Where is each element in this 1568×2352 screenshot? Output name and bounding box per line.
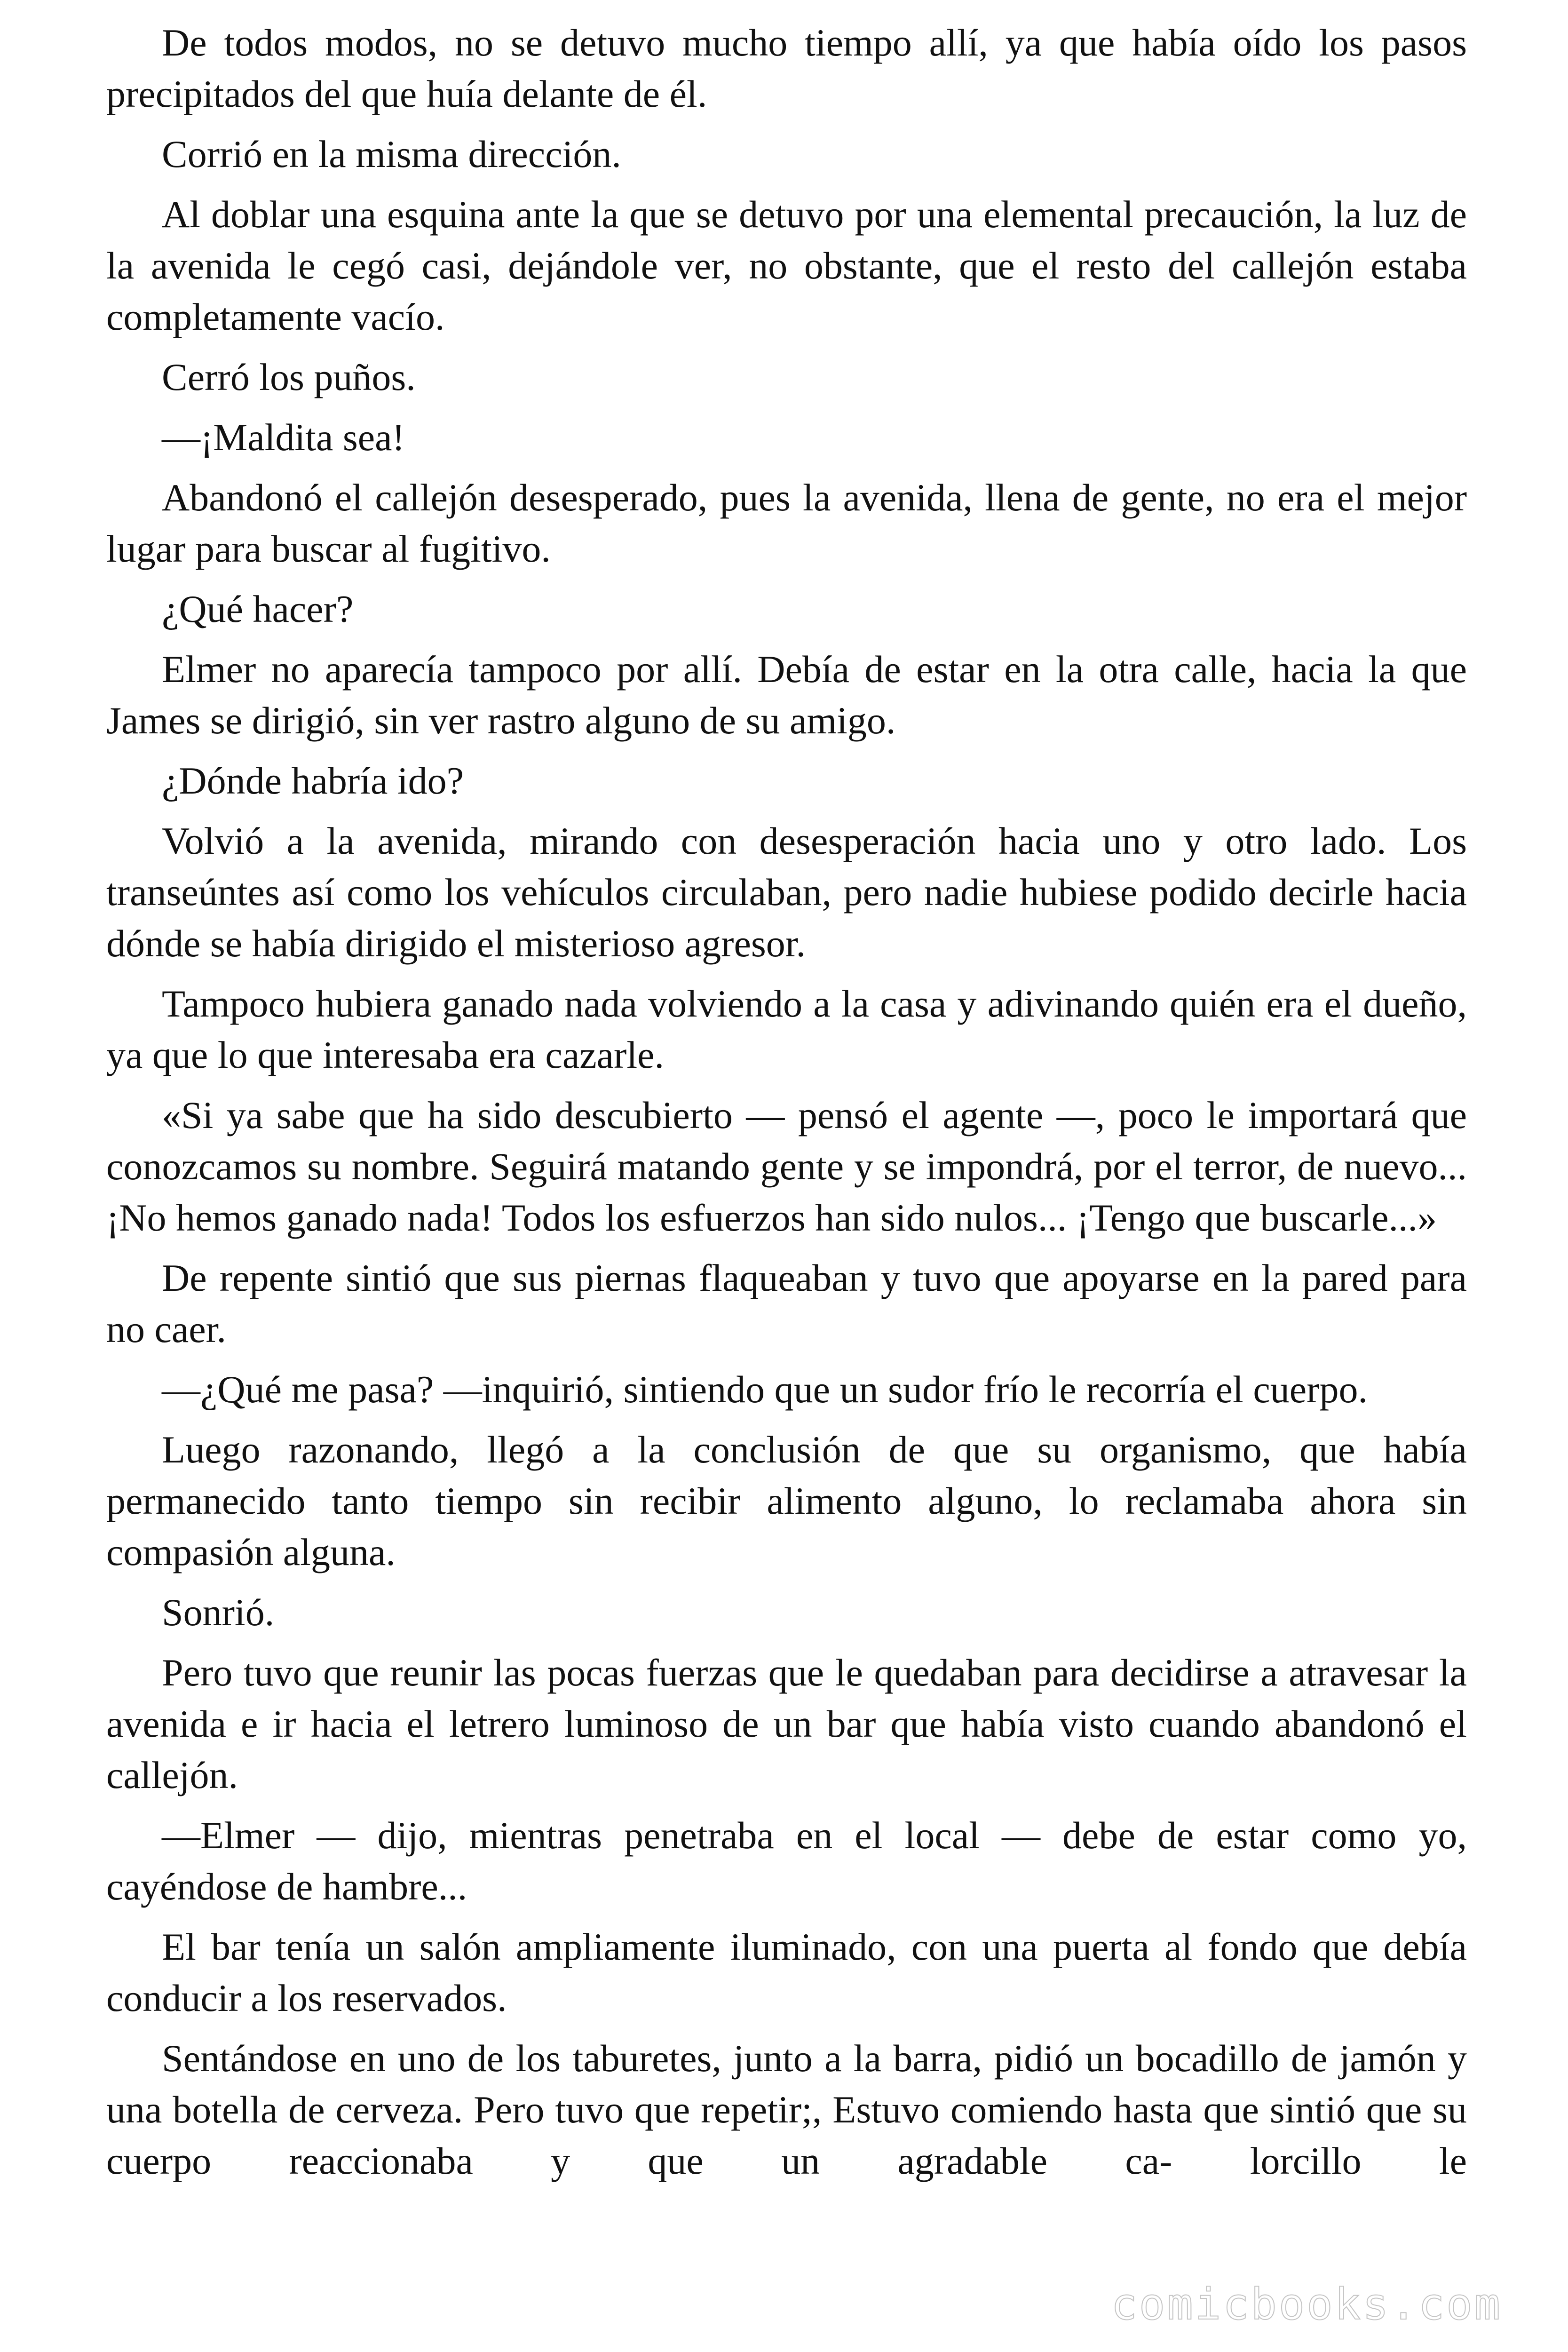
paragraph: Al doblar una esquina ante la que se detuvo por una elemental precaución, la luz de la avenida le cegó casi, dejándole ver, no obstante, que el resto del callejón estaba completamente vacío. bbox=[106, 193, 1467, 338]
paragraph: Sonrió. bbox=[162, 1591, 275, 1634]
paragraph: ¿Dónde habría ido? bbox=[162, 759, 464, 802]
paragraph: —Elmer — dijo, mientras penetraba en el local — debe de estar como yo, cayéndose de hambre... bbox=[106, 1814, 1467, 1908]
paragraph: «Si ya sabe que ha sido descubierto — pensó el agente —, poco le importará que conozcamos su nombre. Seguirá matando gente y se impondrá, por el terror, de nuevo... ¡No hemos ganado nada! Todos los esfuerzos han sido nulos... ¡Tengo que buscarle...» bbox=[106, 1094, 1467, 1239]
paragraph: Abandonó el callejón desesperado, pues la avenida, llena de gente, no era el mejor lugar para buscar al fugitivo. bbox=[106, 476, 1467, 570]
paragraph: Pero tuvo que reunir las pocas fuerzas que le quedaban para decidirse a atravesar la avenida e ir hacia el letrero luminoso de un bar que había visto cuando abandonó el callejón. bbox=[106, 1651, 1467, 1796]
paragraph: Tampoco hubiera ganado nada volviendo a la casa y adivinando quién era el dueño, ya que lo que interesaba era cazarle. bbox=[106, 982, 1467, 1076]
paragraph: Luego razonando, llegó a la conclusión de que su organismo, que había permanecido tanto tiempo sin recibir alimento alguno, lo reclamaba ahora sin compasión alguna. bbox=[106, 1428, 1467, 1573]
paragraph: De todos modos, no se detuvo mucho tiempo allí, ya que había oído los pasos precipitados del que huía delante de él. bbox=[106, 21, 1467, 115]
paragraph: Cerró los puños. bbox=[162, 356, 416, 398]
paragraph: El bar tenía un salón ampliamente iluminado, con una puerta al fondo que debía conducir a los reservados. bbox=[106, 1925, 1467, 2019]
paragraph: De repente sintió que sus piernas flaqueaban y tuvo que apoyarse en la pared para no caer. bbox=[106, 1256, 1467, 1351]
paragraph: ¿Qué hacer? bbox=[162, 588, 354, 630]
paragraph: Corrió en la misma dirección. bbox=[162, 133, 621, 175]
paragraph: —¿Qué me pasa? —inquirió, sintiendo que un sudor frío le recorría el cuerpo. bbox=[162, 1368, 1368, 1411]
body-text bbox=[106, 17, 1467, 2195]
paragraph: Elmer no aparecía tampoco por allí. Debía de estar en la otra calle, hacia la que James se dirigió, sin ver rastro alguno de su amigo. bbox=[106, 648, 1467, 742]
watermark: comicbooks.com bbox=[1111, 2279, 1502, 2329]
paragraph: Sentándose en uno de los taburetes, junto a la barra, pidió un bocadillo de jamón y una botella de cerveza. Pero tuvo que repetir;, Estuvo comiendo hasta que sintió que su cuerpo reaccionaba y que un agradable ca- lorcillo le bbox=[106, 2037, 1467, 2182]
paragraph: Volvió a la avenida, mirando con desesperación hacia uno y otro lado. Los transeúntes así como los vehículos circulaban, pero nadie hubiese podido decirle hacia dónde se había dirigido el misterioso agresor. bbox=[106, 819, 1467, 965]
paragraph: —¡Maldita sea! bbox=[162, 416, 405, 459]
